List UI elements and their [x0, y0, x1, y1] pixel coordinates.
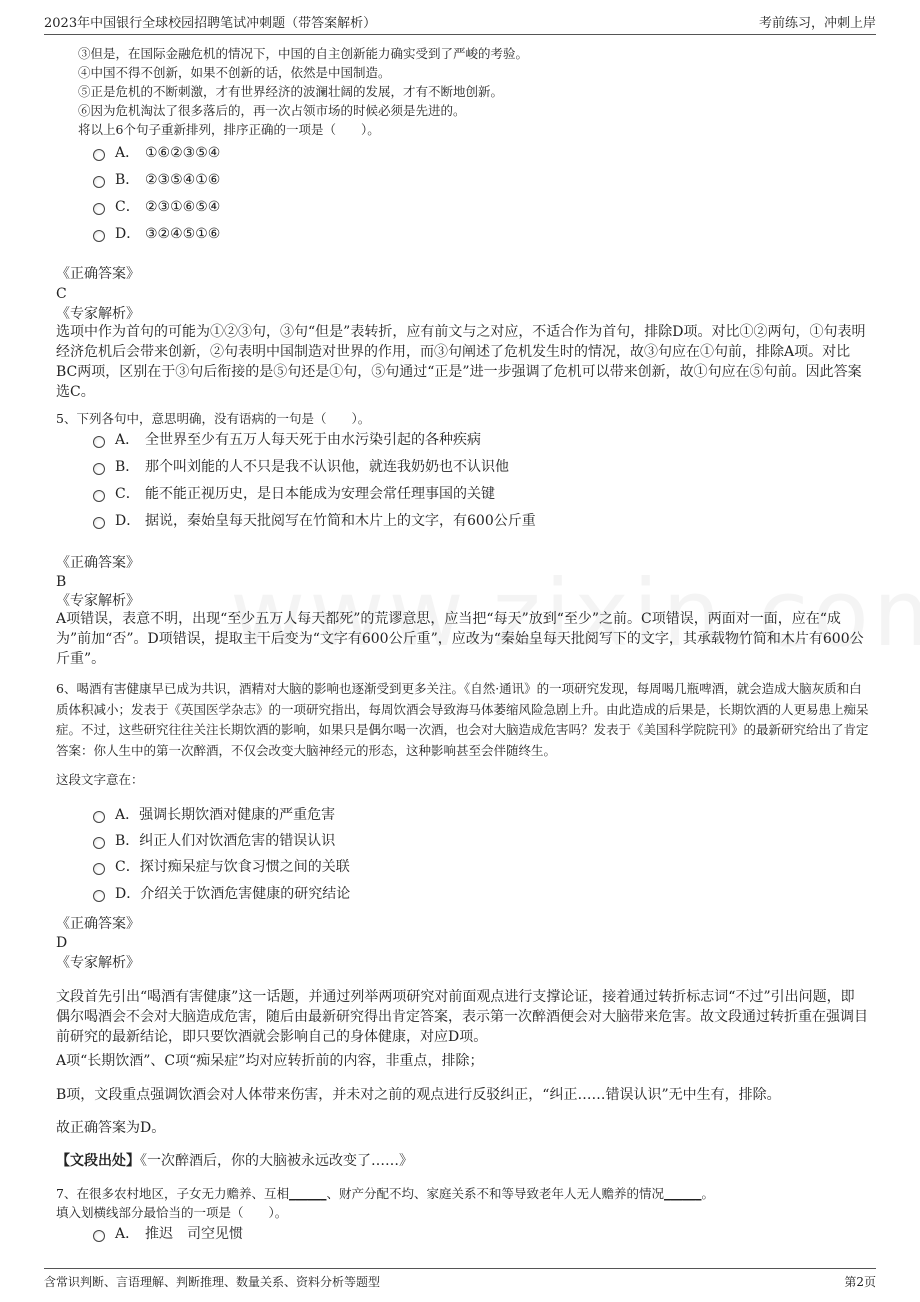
q7-stem-part-2: 、财产分配不均、家庭关系不和等导致老年人无人赡养的情况 — [326, 1186, 664, 1201]
option-key: D． — [115, 513, 141, 529]
q6-option-a[interactable] — [93, 804, 335, 826]
radio-icon[interactable] — [93, 517, 105, 529]
header-slogan: 考前练习，冲刺上岸 — [758, 16, 876, 31]
q4-option-b[interactable] — [93, 169, 220, 191]
q6-analysis-p2: A项“长期饮酒”、C项“痴呆症”均对应转折前的内容，非重点，排除； — [56, 1053, 484, 1069]
q7-blank-1: ______ — [288, 1186, 327, 1201]
q6-option-d[interactable] — [93, 883, 350, 905]
q4-option-c[interactable] — [93, 196, 220, 218]
q7-option-a[interactable] — [93, 1223, 243, 1245]
q7-question: 填入划横线部分最恰当的一项是（ ）。 — [56, 1205, 288, 1220]
q5-stem: 5、下列各句中，意思明确，没有语病的一句是（ ）。 — [56, 411, 371, 426]
option-key: C． — [115, 486, 140, 502]
option-key: C． — [115, 199, 140, 215]
q6-answer-label: 《正确答案》 — [56, 916, 140, 932]
q7-stem-part-1: 7、在很多农村地区，子女无力赡养、互相 — [56, 1186, 289, 1201]
option-text: 据说，秦始皇每天批阅写在竹简和木片上的文字，有600公斤重 — [145, 513, 536, 529]
radio-icon[interactable] — [93, 837, 105, 849]
option-key: B． — [115, 833, 140, 849]
q6-analysis-p4: 故正确答案为D。 — [56, 1120, 166, 1136]
radio-icon[interactable] — [93, 436, 105, 448]
option-text: ②③①⑥⑤④ — [145, 199, 221, 215]
option-text: ②③⑤④①⑥ — [145, 172, 221, 188]
q6-option-c[interactable] — [93, 856, 350, 878]
option-text: 探讨痴呆症与饮食习惯之间的关联 — [139, 859, 350, 875]
option-text: ③②④⑤①⑥ — [145, 226, 221, 242]
q5-analysis-label: 《专家解析》 — [56, 593, 140, 609]
q6-question: 这段文字意在： — [56, 772, 144, 787]
option-text: 推迟 司空见惯 — [145, 1226, 243, 1242]
option-key: C． — [115, 859, 140, 875]
radio-icon[interactable] — [93, 203, 105, 215]
page-footer — [44, 1268, 876, 1293]
q4-question: 将以上6个句子重新排列，排序正确的一项是（ ）。 — [78, 122, 380, 137]
radio-icon[interactable] — [93, 230, 105, 242]
q4-option-a[interactable] — [93, 142, 220, 164]
q4-answer-label: 《正确答案》 — [56, 266, 140, 282]
q4-sentence-3: ③但是，在国际金融危机的情况下，中国的自主创新能力确实受到了严峻的考验。 — [78, 46, 529, 61]
option-text: ①⑥②③⑤④ — [145, 145, 221, 161]
q4-option-d[interactable] — [93, 223, 220, 245]
q6-stem: 6、喝酒有害健康早已成为共识，酒精对大脑的影响也逐渐受到更多关注。《自然·通讯》的一项研究发现，每周喝几瓶啤酒，就会造成大脑灰质和白质体积减小；发表于《英国医学杂志》的一项研究指出，每周饮酒会导致海马体萎缩风险急剧上升。由此造成的后果是，长期饮酒的人更易患上痴呆症。不过，这些研究往往关注长期饮酒的影响，如果只是偶尔喝一次酒，也会对大脑造成危害吗？发表于《美国科学院院刊》的最新研究给出了肯定答案：你人生中的第一次醉酒，不仅会改变大脑神经元的形态，这种影响甚至会伴随终生。 — [56, 681, 869, 758]
radio-icon[interactable] — [93, 890, 105, 902]
q6-answer: D — [56, 935, 68, 951]
option-text: 纠正人们对饮酒危害的错误认识 — [139, 833, 336, 849]
q4-sentence-4: ④中国不得不创新，如果不创新的话，依然是中国制造。 — [78, 65, 391, 80]
option-key: A． — [115, 1226, 140, 1242]
page-number: 第2页 — [844, 1275, 876, 1289]
q5-option-b[interactable] — [93, 456, 509, 478]
q7-stem — [56, 1184, 714, 1203]
q5-answer-label: 《正确答案》 — [56, 555, 140, 571]
option-key: A． — [115, 807, 140, 823]
q5-analysis: A项错误，表意不明，出现“至少五万人每天都死”的荒谬意思，应当把“每天”放到“至少”之前。C项错误，两面对一面，应在“成为”前加“否”。D项错误，提取主干后变为“文字有600公斤重”，应改为“秦始皇每天批阅写下的文字，其承载物竹简和木片有600公斤重”。 — [56, 611, 864, 667]
radio-icon[interactable] — [93, 863, 105, 875]
source-title: 《一次醉酒后，你的大脑被永远改变了……》 — [140, 1153, 413, 1169]
q5-option-c[interactable] — [93, 483, 495, 505]
q5-option-a[interactable] — [93, 429, 481, 451]
radio-icon[interactable] — [93, 811, 105, 823]
option-key: B． — [115, 172, 140, 188]
radio-icon[interactable] — [93, 176, 105, 188]
q6-source — [56, 1151, 868, 1171]
q4-sentence-6: ⑥因为危机淘汰了很多落后的，再一次占领市场的时候必须是先进的。 — [78, 103, 466, 118]
radio-icon[interactable] — [93, 149, 105, 161]
option-text: 那个叫刘能的人不只是我不认识他，就连我奶奶也不认识他 — [145, 459, 509, 475]
q4-answer: C — [56, 286, 67, 302]
radio-icon[interactable] — [93, 463, 105, 475]
option-key: B． — [115, 459, 140, 475]
option-key: A． — [115, 432, 140, 448]
q5-option-d[interactable] — [93, 510, 536, 532]
q4-analysis: 选项中作为首句的可能为①②③句，③句“但是”表转折，应有前文与之对应，不适合作为首句，排除D项。对比①②两句，①句表明经济危机后会带来创新，②句表明中国制造对世界的作用，而③句阐述了危机发生时的情况，故③句应在①句前，排除A项。对比BC两项，区别在于③句后衔接的是⑤句还是①句，⑤句通过“正是”进一步强调了危机可以带来创新，故①句应在⑤句前。因此答案选C。 — [56, 324, 866, 400]
source-label: 【文段出处】 — [56, 1153, 140, 1169]
q6-analysis-p1: 文段首先引出“喝酒有害健康”这一话题，并通过列举两项研究对前面观点进行支撑论证，接着通过转折标志词“不过”引出问题，即偶尔喝酒会不会对大脑造成危害，随后由最新研究得出肯定答案，表示第一次醉酒便会对大脑带来危害。故文段通过转折重在强调目前研究的最新结论，即只要饮酒就会影响自己的身体健康，对应D项。 — [56, 989, 868, 1045]
option-key: A． — [115, 145, 140, 161]
option-text: 强调长期饮酒对健康的严重危害 — [139, 807, 336, 823]
option-key: D． — [115, 886, 141, 902]
q7-stem-part-3: 。 — [701, 1186, 714, 1201]
footer-description: 含常识判断、言语理解、判断推理、数量关系、资料分析等题型 — [44, 1275, 381, 1289]
option-text: 能不能正视历史，是日本能成为安理会常任理事国的关键 — [145, 486, 495, 502]
q5-answer: B — [56, 574, 67, 590]
header-title: 2023年中国银行全球校园招聘笔试冲刺题（带答案解析） — [44, 16, 377, 31]
q4-analysis-label: 《专家解析》 — [56, 306, 140, 322]
q6-analysis-p3: B项，文段重点强调饮酒会对人体带来伤害，并未对之前的观点进行反驳纠正，“纠正……错误认识”无中生有，排除。 — [56, 1087, 781, 1103]
option-text: 全世界至少有五万人每天死于由水污染引起的各种疾病 — [145, 432, 481, 448]
page-header — [44, 10, 876, 35]
q7-blank-2: ______ — [663, 1186, 702, 1201]
q6-option-b[interactable] — [93, 830, 335, 852]
radio-icon[interactable] — [93, 490, 105, 502]
q4-sentence-5: ⑤正是危机的不断刺激，才有世界经济的波澜壮阔的发展，才有不断地创新。 — [78, 84, 504, 99]
option-text: 介绍关于饮酒危害健康的研究结论 — [140, 886, 351, 902]
option-key: D． — [115, 226, 141, 242]
q6-analysis-label: 《专家解析》 — [56, 955, 140, 971]
radio-icon[interactable] — [93, 1230, 105, 1242]
